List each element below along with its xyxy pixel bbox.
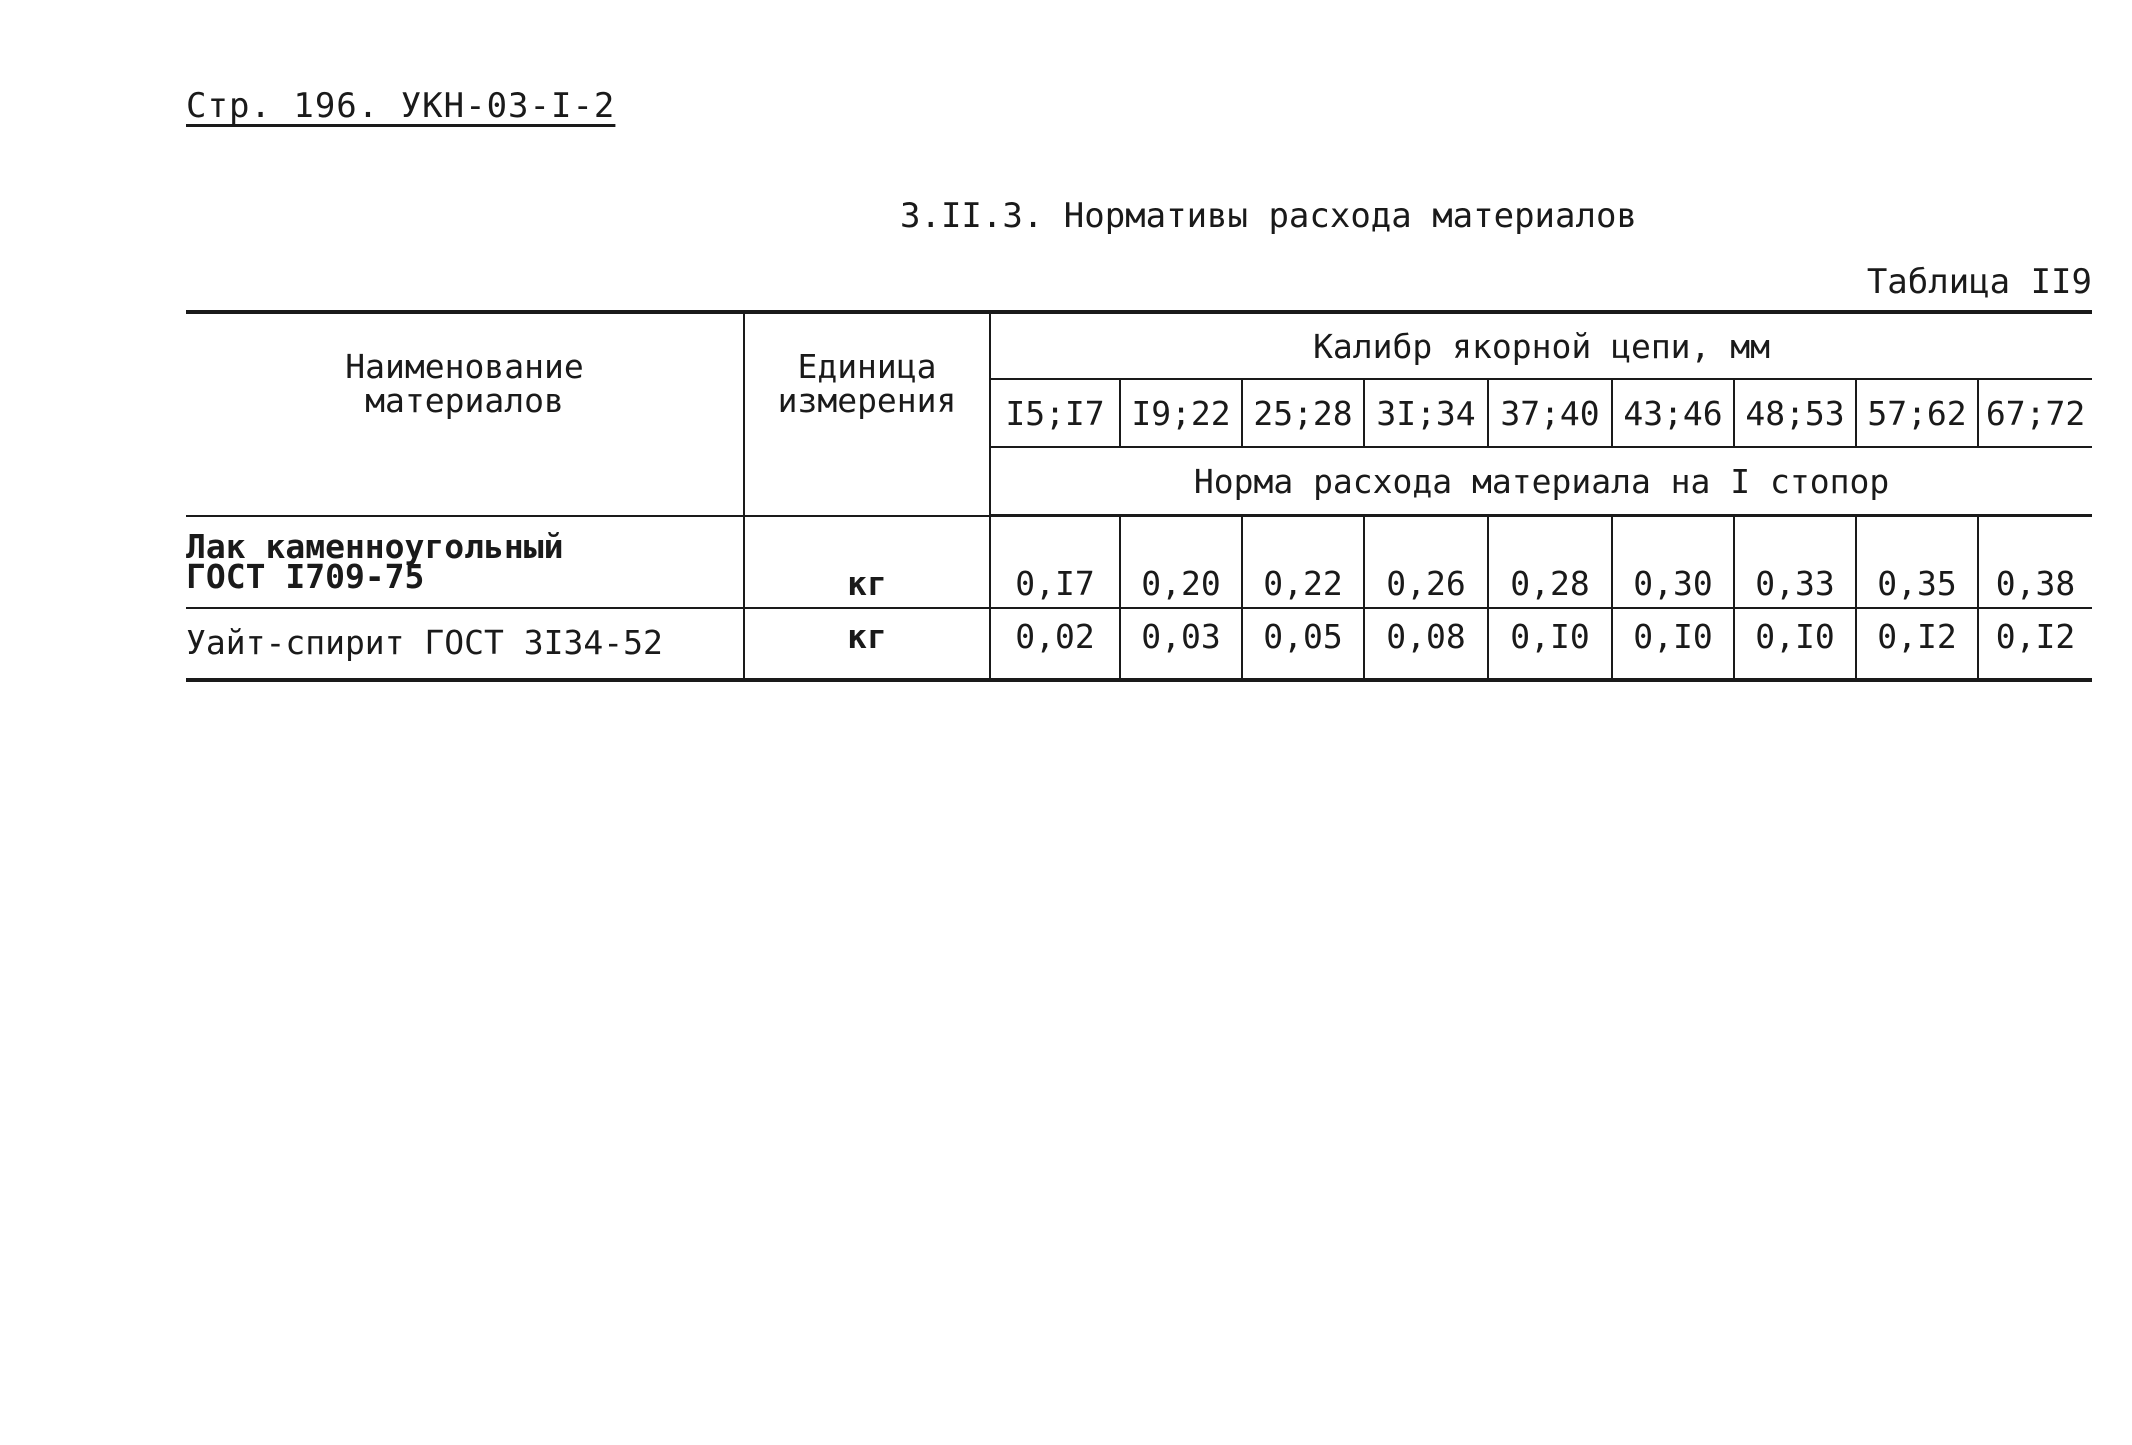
- material-name: Лак каменноугольный ГОСТ I709-75: [186, 516, 744, 608]
- value-cell: 0,30: [1612, 516, 1734, 608]
- header-material-name: Наименование материалов: [186, 312, 744, 516]
- header-caliber: Калибр якорной цепи, мм: [990, 312, 2092, 379]
- size-header: 37;40: [1488, 379, 1612, 447]
- size-header: 57;62: [1856, 379, 1978, 447]
- size-header: 48;53: [1734, 379, 1856, 447]
- size-header: 25;28: [1242, 379, 1364, 447]
- table-row: [186, 608, 2092, 680]
- value-cell: 0,26: [1364, 516, 1488, 608]
- value-cell: 0,I2: [1856, 608, 1978, 680]
- size-header: 3I;34: [1364, 379, 1488, 447]
- value-cell: 0,I0: [1734, 608, 1856, 680]
- value-cell: 0,38: [1978, 516, 2092, 608]
- table-label: Таблица II9: [1866, 262, 2092, 302]
- value-cell: 0,03: [1120, 608, 1242, 680]
- table-row: [186, 516, 2092, 608]
- header-norm: Норма расхода материала на I стопор: [990, 447, 2092, 516]
- value-cell: 0,08: [1364, 608, 1488, 680]
- value-cell: 0,33: [1734, 516, 1856, 608]
- header-unit: Единица измерения: [744, 312, 990, 516]
- section-title: 3.II.3. Нормативы расхода материалов: [900, 196, 1637, 236]
- size-header: 67;72: [1978, 379, 2092, 447]
- value-cell: 0,I0: [1488, 608, 1612, 680]
- unit-cell: кг: [744, 516, 990, 608]
- size-header: I5;I7: [990, 379, 1120, 447]
- value-cell: 0,22: [1242, 516, 1364, 608]
- value-cell: 0,20: [1120, 516, 1242, 608]
- value-cell: 0,05: [1242, 608, 1364, 680]
- unit-cell: кг: [744, 608, 990, 680]
- value-cell: 0,28: [1488, 516, 1612, 608]
- value-cell: 0,02: [990, 608, 1120, 680]
- materials-norm-table: [186, 310, 2092, 682]
- value-cell: 0,I7: [990, 516, 1120, 608]
- value-cell: 0,I2: [1978, 608, 2092, 680]
- page-header: Стр. 196. УКН-03-I-2: [186, 86, 616, 126]
- size-header: I9;22: [1120, 379, 1242, 447]
- value-cell: 0,35: [1856, 516, 1978, 608]
- value-cell: 0,I0: [1612, 608, 1734, 680]
- material-name: Уайт-спирит ГОСТ 3I34-52: [186, 608, 744, 680]
- size-header: 43;46: [1612, 379, 1734, 447]
